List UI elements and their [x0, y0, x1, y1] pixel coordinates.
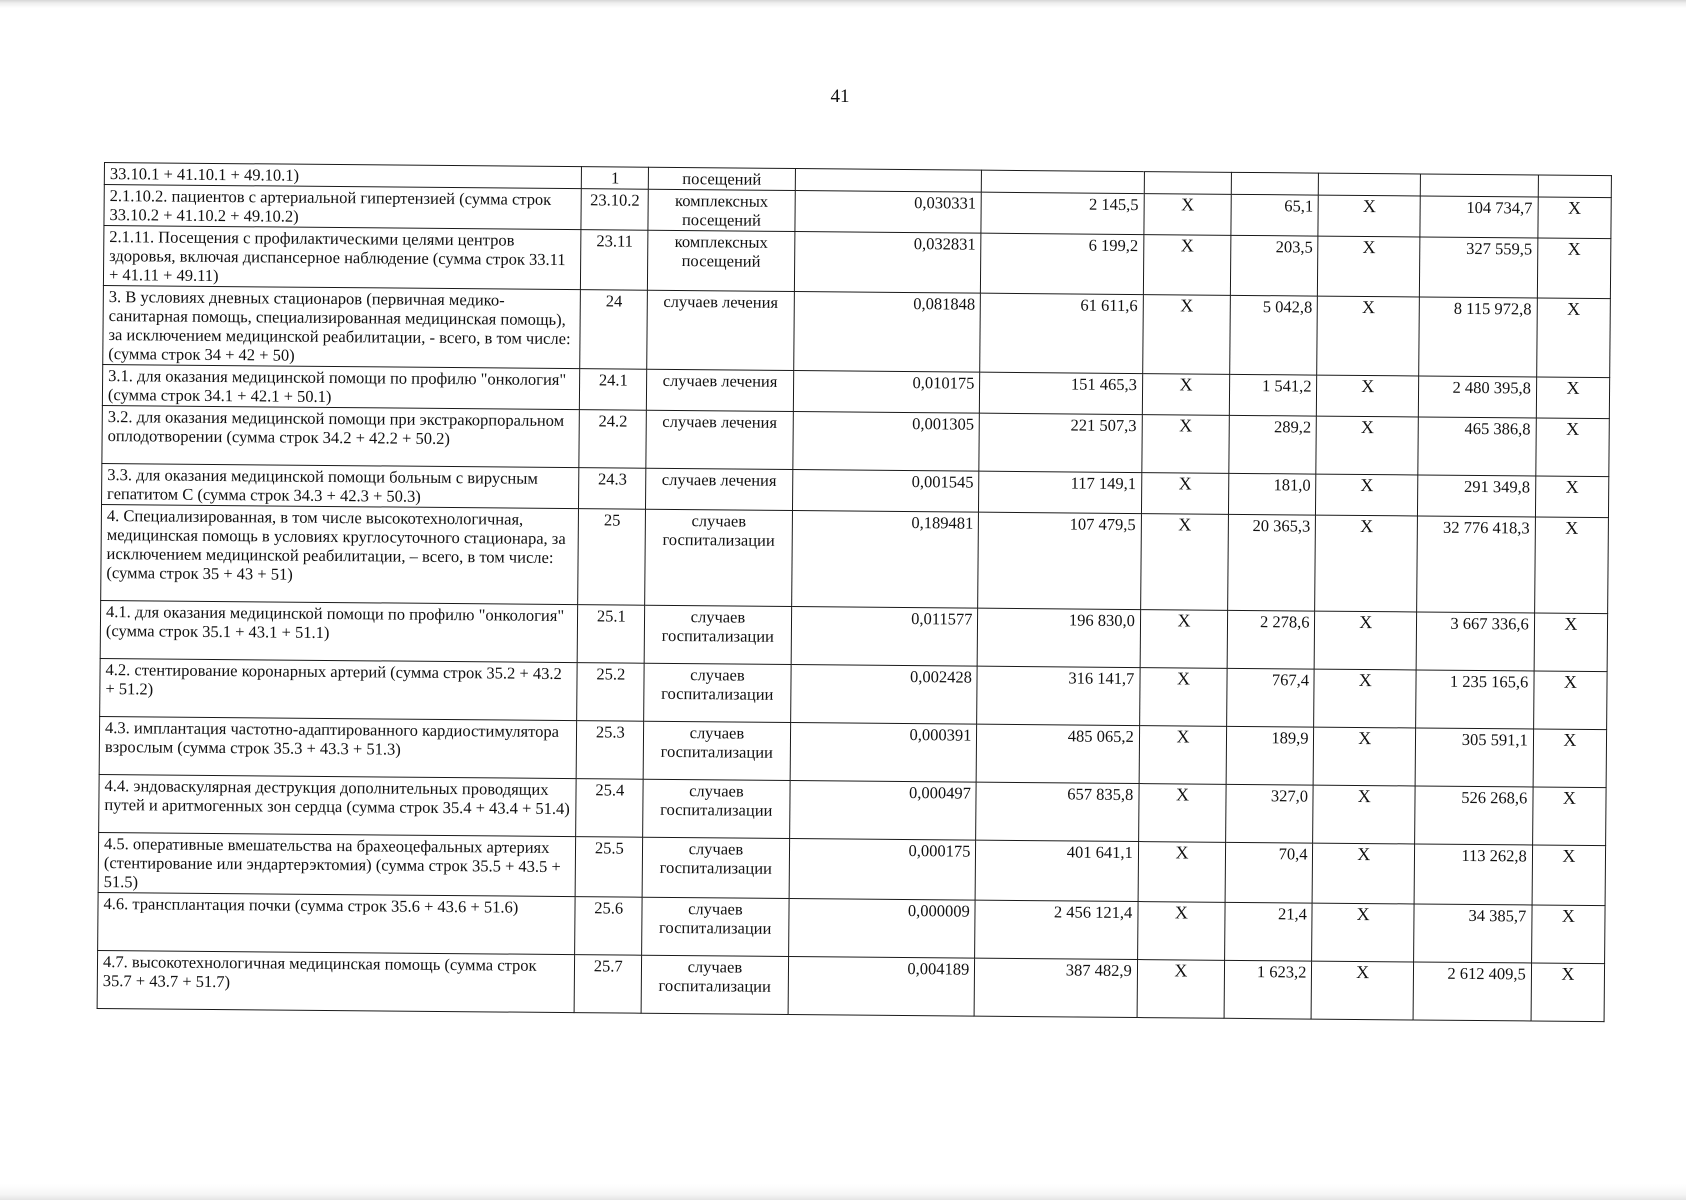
scan-bottom-edge: [0, 1184, 1686, 1200]
row-mark-x: X: [1316, 474, 1418, 516]
row-mark-x: X: [1531, 905, 1605, 964]
row-unit-cost: 221 507,3: [979, 413, 1142, 472]
row-name: 2.1.11. Посещения с профилактическими целями центров здоровья, включая диспансерное наблюдение (сумма строк 33.11 + 41.11 + 49.11): [103, 226, 581, 290]
row-per-capita: 203,5: [1231, 235, 1319, 296]
row-code: 24.2: [579, 410, 647, 469]
row-name: 3.2. для оказания медицинской помощи при экстракорпоральном оплодотворении (сумма строк 34.2 + 42.2 + 50.2): [102, 405, 580, 467]
row-mark-x: X: [1137, 902, 1225, 961]
row-total-cost: 113 262,8: [1414, 844, 1532, 905]
row-mark-x: X: [1138, 842, 1226, 903]
row-mark-x: X: [1532, 787, 1606, 846]
row-per-capita: 65,1: [1231, 194, 1319, 236]
row-mark-x: X: [1533, 729, 1607, 788]
row-mark-x: X: [1140, 610, 1228, 669]
row-norm-volume: 0,011577: [791, 607, 978, 667]
row-mark-x: [1319, 173, 1421, 196]
row-mark-x: X: [1312, 961, 1414, 1020]
row-unit: случаев госпитализации: [644, 663, 791, 722]
row-mark-x: X: [1532, 845, 1606, 906]
row-unit-cost: [982, 170, 1145, 193]
row-name: 4. Специализированная, в том числе высокотехнологичная, медицинская помощь в условиях круглосуточного стационара, за исключением медицинской реабилитации, – всего, в том числе: (сумма строк 35 + 43 + 51): [101, 504, 579, 604]
row-mark-x: X: [1140, 514, 1228, 611]
row-mark-x: X: [1142, 374, 1230, 416]
row-unit: случаев госпитализации: [644, 605, 791, 664]
row-code: 23.11: [581, 230, 649, 291]
table-body: [97, 163, 1611, 1022]
row-code: 1: [582, 167, 649, 190]
data-table: [97, 162, 1612, 1022]
row-mark-x: [1144, 172, 1232, 195]
row-per-capita: 5 042,8: [1230, 295, 1318, 375]
row-per-capita: 181,0: [1229, 473, 1317, 515]
row-norm-volume: 0,189481: [791, 511, 979, 609]
row-unit-cost: 151 465,3: [980, 372, 1143, 414]
row-name: 4.1. для оказания медицинской помощи по профилю "онкология" (сумма строк 35.1 + 43.1 + 51.1): [100, 600, 578, 662]
row-mark-x: X: [1534, 517, 1608, 614]
row-per-capita: 767,4: [1227, 668, 1315, 727]
row-norm-volume: 0,001305: [792, 412, 979, 472]
scan-top-edge: [0, 0, 1686, 8]
row-code: 23.10.2: [581, 189, 648, 231]
row-unit-cost: 316 141,7: [977, 666, 1140, 725]
row-name: 4.4. эндоваскулярная деструкция дополнительных проводящих путей и аритмогенных зон сердца (сумма строк 35.4 + 43.4 + 51.4): [99, 774, 577, 836]
row-mark-x: X: [1315, 611, 1417, 670]
row-code: 24: [580, 290, 648, 370]
row-code: 25.2: [577, 663, 645, 722]
row-unit: случаев лечения: [647, 290, 794, 370]
row-mark-x: X: [1537, 298, 1611, 378]
row-unit-cost: 387 482,9: [974, 958, 1137, 1017]
row-mark-x: X: [1317, 296, 1419, 376]
row-mark-x: X: [1318, 236, 1420, 297]
row-mark-x: X: [1137, 960, 1225, 1019]
row-total-cost: 32 776 418,3: [1417, 516, 1536, 613]
row-norm-volume: 0,000175: [789, 839, 976, 901]
row-unit-cost: 657 835,8: [976, 782, 1139, 841]
row-mark-x: X: [1139, 668, 1227, 727]
row-total-cost: 3 667 336,6: [1416, 612, 1534, 671]
row-unit: комплексных посещений: [648, 189, 795, 231]
row-mark-x: X: [1316, 416, 1418, 475]
row-mark-x: X: [1534, 613, 1608, 672]
row-mark-x: X: [1531, 963, 1605, 1022]
row-mark-x: X: [1535, 476, 1609, 518]
row-mark-x: X: [1536, 418, 1610, 477]
row-per-capita: 289,2: [1229, 415, 1317, 474]
row-mark-x: X: [1536, 377, 1610, 419]
row-unit-cost: 485 065,2: [976, 724, 1139, 783]
row-unit: случаев лечения: [647, 369, 794, 411]
row-norm-volume: 0,004189: [788, 957, 975, 1017]
row-total-cost: 305 591,1: [1415, 728, 1533, 787]
row-code: 25: [578, 509, 646, 606]
row-mark-x: X: [1139, 726, 1227, 785]
row-norm-volume: 0,032831: [794, 232, 981, 294]
row-unit-cost: 117 149,1: [979, 471, 1142, 513]
row-total-cost: 34 385,7: [1414, 904, 1532, 963]
row-unit-cost: 401 641,1: [975, 840, 1138, 901]
row-total-cost: 104 734,7: [1420, 196, 1538, 238]
row-norm-volume: 0,010175: [793, 371, 980, 414]
row-unit-cost: 196 830,0: [977, 608, 1140, 667]
row-name: 3. В условиях дневных стационаров (первичная медико-санитарная помощь, специализированная медицинская помощь), за исключением медицинской реабилитации, - всего, в том числе: (сумма строк 34 + 42 + 50): [103, 285, 581, 368]
row-per-capita: 20 365,3: [1228, 514, 1316, 611]
row-unit-cost: 6 199,2: [981, 233, 1144, 294]
row-unit-cost: 107 479,5: [978, 512, 1141, 609]
row-name: 3.3. для оказания медицинской помощи больным с вирусным гепатитом С (сумма строк 34.3 + 42.3 + 50.3): [102, 463, 580, 508]
row-mark-x: X: [1317, 375, 1419, 417]
row-norm-volume: [795, 169, 982, 193]
row-per-capita: 189,9: [1226, 726, 1314, 785]
row-per-capita: 1 623,2: [1224, 960, 1312, 1019]
row-per-capita: [1231, 172, 1319, 195]
row-unit: случаев госпитализации: [643, 779, 790, 838]
row-unit-cost: 61 611,6: [980, 293, 1143, 373]
row-unit: случаев лечения: [646, 410, 793, 469]
row-per-capita: 1 541,2: [1229, 374, 1317, 416]
row-name: 4.2. стентирование коронарных артерий (сумма строк 35.2 + 43.2 + 51.2): [100, 658, 578, 720]
row-name: 33.10.1 + 41.10.1 + 49.10.1): [104, 163, 581, 189]
row-total-cost: 526 268,6: [1415, 786, 1533, 845]
row-norm-volume: 0,001545: [792, 470, 979, 513]
row-unit: случаев госпитализации: [642, 837, 789, 898]
row-unit: посещений: [649, 167, 795, 190]
row-mark-x: X: [1143, 295, 1231, 375]
row-mark-x: X: [1314, 727, 1416, 786]
row-mark-x: X: [1312, 903, 1414, 962]
row-unit: комплексных посещений: [648, 230, 795, 291]
row-total-cost: 2 480 395,8: [1418, 376, 1536, 418]
row-mark-x: X: [1143, 235, 1231, 296]
row-norm-volume: 0,000497: [789, 781, 976, 841]
row-code: 24.3: [579, 468, 646, 510]
row-total-cost: 291 349,8: [1417, 475, 1535, 517]
row-mark-x: X: [1142, 415, 1230, 474]
row-unit: случаев госпитализации: [642, 897, 789, 956]
row-mark-x: X: [1533, 671, 1607, 730]
row-name: 3.1. для оказания медицинской помощи по профилю "онкология" (сумма строк 34.1 + 42.1 + 50.1): [102, 364, 580, 409]
row-norm-volume: 0,000009: [788, 899, 975, 959]
row-per-capita: 21,4: [1225, 902, 1313, 961]
row-total-cost: [1420, 174, 1538, 197]
row-code: 25.1: [577, 605, 645, 664]
row-unit: случаев госпитализации: [643, 721, 790, 780]
row-mark-x: [1538, 175, 1611, 198]
row-mark-x: X: [1315, 515, 1417, 612]
row-norm-volume: 0,030331: [794, 191, 981, 234]
row-norm-volume: 0,002428: [790, 665, 977, 725]
row-norm-volume: 0,081848: [793, 292, 981, 373]
row-name: 4.5. оперативные вмешательства на брахеоцефальных артериях (стентирование или эндартерэктомия) (сумма строк 35.5 + 43.5 + 51.5): [98, 832, 576, 896]
row-mark-x: X: [1537, 238, 1611, 299]
row-total-cost: 8 115 972,8: [1419, 297, 1537, 377]
row-per-capita: 2 278,6: [1227, 610, 1315, 669]
row-mark-x: X: [1138, 784, 1226, 843]
row-mark-x: X: [1141, 473, 1229, 515]
row-mark-x: X: [1313, 843, 1415, 904]
table-row: [97, 950, 1604, 1021]
row-total-cost: 465 386,8: [1418, 417, 1536, 476]
table-row: [103, 285, 1611, 377]
row-total-cost: 327 559,5: [1419, 237, 1537, 298]
row-unit: случаев госпитализации: [645, 509, 792, 606]
row-per-capita: 327,0: [1226, 784, 1314, 843]
page-number: 41: [830, 86, 850, 107]
row-total-cost: 2 612 409,5: [1413, 962, 1531, 1021]
row-mark-x: X: [1318, 195, 1420, 237]
row-code: 25.6: [575, 897, 643, 956]
row-name: 4.6. трансплантация почки (сумма строк 35.6 + 43.6 + 51.6): [98, 892, 576, 954]
row-unit-cost: 2 456 121,4: [975, 900, 1138, 959]
row-mark-x: X: [1313, 785, 1415, 844]
row-unit-cost: 2 145,5: [981, 192, 1144, 234]
row-mark-x: X: [1538, 197, 1612, 239]
row-code: 25.5: [575, 837, 643, 898]
row-name: 4.3. имплантация частотно-адаптированного кардиостимулятора взрослым (сумма строк 35.3 + 43.3 + 51.3): [99, 716, 577, 778]
row-norm-volume: 0,000391: [790, 723, 977, 783]
row-mark-x: X: [1314, 669, 1416, 728]
row-code: 25.7: [574, 955, 642, 1014]
row-mark-x: X: [1144, 194, 1232, 236]
row-per-capita: 70,4: [1225, 842, 1313, 903]
row-name: 2.1.10.2. пациентов с артериальной гипертензией (сумма строк 33.10.2 + 41.10.2 + 49.10.2): [104, 185, 582, 230]
row-name: 4.7. высокотехнологичная медицинская помощь (сумма строк 35.7 + 43.7 + 51.7): [97, 950, 575, 1012]
row-code: 25.4: [576, 779, 644, 838]
row-unit: случаев госпитализации: [641, 955, 788, 1014]
row-unit: случаев лечения: [646, 468, 793, 510]
row-total-cost: 1 235 165,6: [1416, 670, 1534, 729]
row-code: 24.1: [580, 369, 647, 411]
row-code: 25.3: [576, 721, 644, 780]
table-row: [101, 504, 1609, 613]
